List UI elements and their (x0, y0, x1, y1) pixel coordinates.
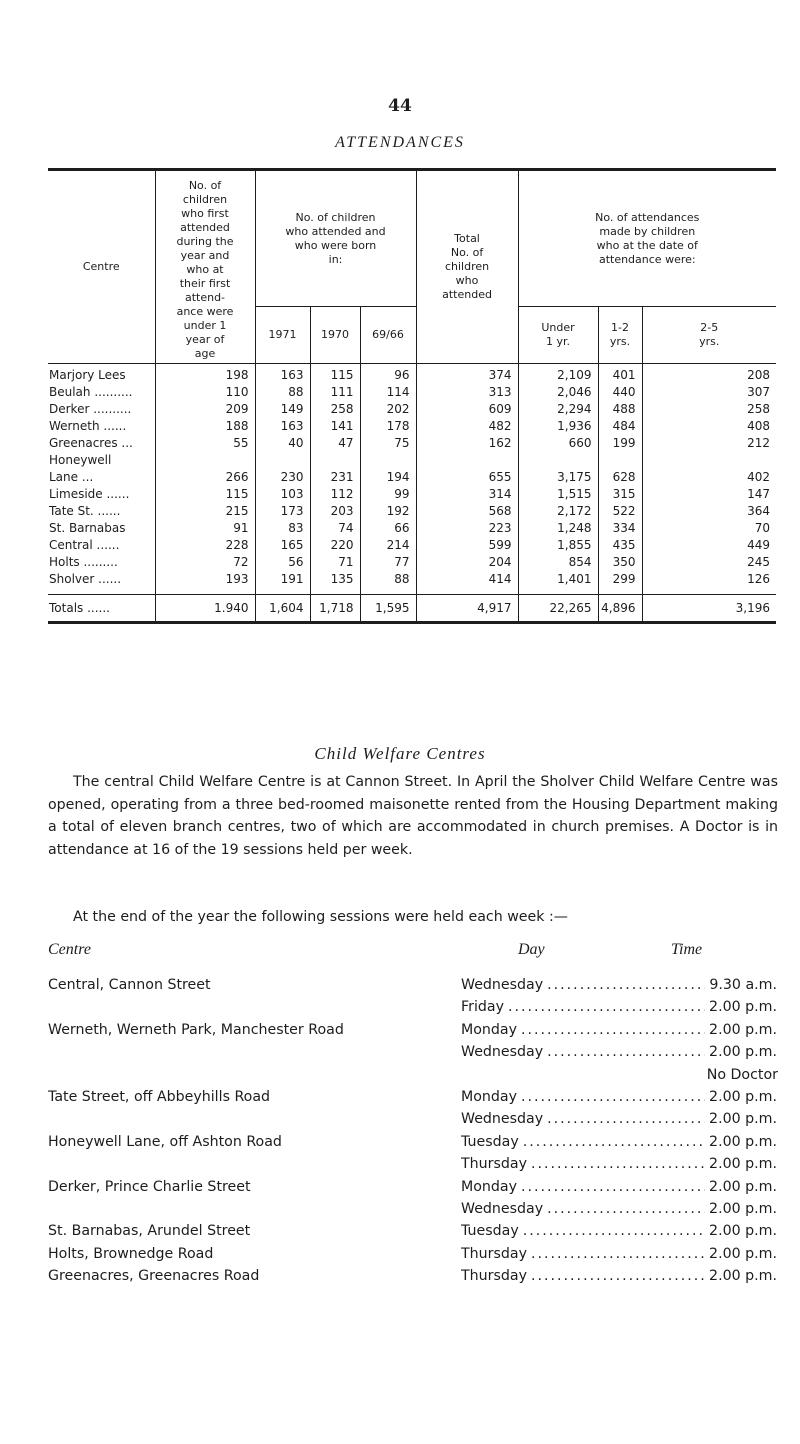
body-paragraph: The central Child Welfare Centre is at Cannon Street. In April the Sholver Child Welfare Centre was opened, operating from a three bed-roomed maisonette rented from the Housing Department making a total of eleven branch centres, two of which are accommodated in church premises. A Doctor is in attendance at 16 of the 19 sessions held per week. (48, 774, 778, 858)
cell-1970 (310, 452, 360, 469)
schedule-row (48, 1179, 778, 1201)
header-first-line: attended (180, 221, 230, 234)
leader-dots (531, 1246, 705, 1262)
header-total-line: No. of (450, 246, 484, 259)
schedule-day: Monday (461, 1021, 518, 1038)
schedule-time: 2.00 p.m. (709, 1021, 777, 1038)
cell-1970: 47 (310, 435, 360, 452)
schedule-row (48, 1044, 778, 1066)
cell-first-attended: 209 (155, 401, 255, 418)
cell-under-1yr: 3,175 (518, 469, 598, 486)
cell-1971: 149 (255, 401, 310, 418)
header-attended-born (255, 171, 416, 307)
cell-1-2yrs: 350 (598, 554, 642, 571)
cell-under-1yr: 1,401 (518, 571, 598, 595)
cell-2-5yrs: 364 (747, 504, 771, 518)
schedule-day-time (461, 1223, 777, 1239)
schedule-header-centre: Centre (48, 941, 91, 958)
schedule-day-time (461, 1022, 777, 1038)
header-first-line: No. of (188, 179, 222, 192)
header-attendances (518, 171, 776, 307)
schedule-day: Tuesday (461, 1223, 519, 1240)
cell-1971: 83 (255, 520, 310, 537)
table-row (48, 418, 776, 435)
schedule-note: No Doctor (706, 1066, 778, 1083)
cell-2-5yrs: 307 (747, 385, 771, 399)
cell-69-66: 202 (360, 401, 416, 418)
schedule-day: Friday (461, 999, 504, 1016)
cell-under-1yr: 854 (518, 554, 598, 571)
section-heading: Child Welfare Centres (314, 744, 486, 763)
cell-first-attended: 193 (155, 571, 255, 595)
cell-first-attended (155, 452, 255, 469)
totals-1-2yrs: 4,896 (598, 595, 642, 622)
cell-2-5yrs: 408 (747, 419, 771, 433)
cell-1971: 165 (255, 537, 310, 554)
schedule-day: Wednesday (461, 1044, 544, 1061)
cell-69-66: 77 (360, 554, 416, 571)
totals-2-5yrs: 3,196 (642, 595, 776, 622)
leader-dots (508, 999, 705, 1015)
page-title: ATTENDANCES (335, 134, 465, 151)
leader-dots (521, 1022, 705, 1038)
cell-1-2yrs: 334 (598, 520, 642, 537)
header-total-line: children (444, 260, 490, 273)
header-first-line: children (182, 193, 228, 206)
leader-dots (531, 1268, 705, 1284)
cell-1-2yrs: 440 (598, 384, 642, 401)
header-total-line: attended (442, 288, 492, 301)
cell-2-5yrs: 258 (747, 402, 771, 416)
schedule-centre: Holts, Brownedge Road (48, 1245, 214, 1262)
schedule-centre: Honeywell Lane, off Ashton Road (48, 1133, 282, 1150)
header-under-1yr-line1: Under (541, 321, 575, 334)
cell-first-attended: 110 (155, 384, 255, 401)
cell-total: 655 (416, 469, 518, 486)
schedule-time: 2.00 p.m. (709, 1245, 777, 1262)
cell-centre: Holts ......... (48, 554, 155, 571)
schedule-time: 2.00 p.m. (709, 999, 777, 1016)
schedule-header-day: Day (518, 941, 545, 958)
schedule-day-time (461, 1268, 777, 1284)
schedule-day-time (461, 1201, 777, 1217)
cell-1970: 115 (310, 364, 360, 385)
schedule-centre: Derker, Prince Charlie Street (48, 1178, 251, 1195)
header-attendances-line: No. of attendances (595, 210, 700, 224)
header-first-line: attend- (184, 291, 226, 304)
header-first-line: year of (185, 333, 225, 346)
schedule-centre: Tate Street, off Abbeyhills Road (48, 1088, 271, 1105)
cell-2-5yrs: 402 (747, 470, 771, 484)
header-first-line: under 1 (183, 319, 227, 332)
cell-1971: 103 (255, 486, 310, 503)
schedule-time: 2.00 p.m. (709, 1223, 777, 1240)
cell-1-2yrs: 488 (598, 401, 642, 418)
cell-2-5yrs: 208 (747, 368, 771, 382)
cell-first-attended: 266 (155, 469, 255, 486)
cell-centre: Werneth ...... (48, 418, 155, 435)
schedule-header (48, 941, 778, 963)
cell-1-2yrs: 199 (598, 435, 642, 452)
cell-total: 314 (416, 486, 518, 503)
header-1-2yrs (598, 307, 642, 364)
cell-centre: Marjory Lees (48, 364, 155, 385)
schedule-time: 2.00 p.m. (709, 1111, 777, 1128)
cell-first-attended: 198 (155, 364, 255, 385)
schedule-day: Monday (461, 1088, 518, 1105)
cell-total: 609 (416, 401, 518, 418)
cell-under-1yr: 1,936 (518, 418, 598, 435)
cell-first-attended: 115 (155, 486, 255, 503)
schedule-day-time (461, 1089, 777, 1105)
cell-2-5yrs: 212 (747, 436, 771, 450)
leader-dots (547, 977, 705, 993)
cell-centre: Lane ... (48, 469, 155, 486)
leader-dots (521, 1089, 705, 1105)
header-under-1yr-line2: 1 yr. (546, 335, 571, 348)
header-attendances-line: who at the date of (596, 238, 698, 252)
schedule-day-time (461, 999, 777, 1015)
cell-1-2yrs (598, 452, 642, 469)
totals-1970: 1,718 (310, 595, 360, 622)
schedule-day-time (461, 1044, 777, 1060)
cell-2-5yrs: 126 (747, 572, 771, 586)
cell-centre: St. Barnabas (48, 520, 155, 537)
cell-under-1yr (518, 452, 598, 469)
cell-centre: Honeywell (48, 452, 155, 469)
schedule-day-time (461, 1111, 777, 1127)
table-bottom-rule (48, 621, 776, 624)
cell-total: 374 (416, 364, 518, 385)
cell-2-5yrs (642, 452, 776, 469)
cell-69-66: 88 (360, 571, 416, 595)
table-row (48, 452, 776, 469)
cell-under-1yr: 660 (518, 435, 598, 452)
cell-total: 482 (416, 418, 518, 435)
schedule-day-time (461, 1179, 777, 1195)
cell-under-1yr: 1,515 (518, 486, 598, 503)
schedule-row (48, 1022, 778, 1044)
cell-1970: 74 (310, 520, 360, 537)
cell-centre: Limeside ...... (48, 486, 155, 503)
leader-dots (523, 1223, 705, 1239)
header-under-1yr (518, 307, 598, 364)
header-2-5yrs-line1: 2-5 (700, 321, 719, 334)
table-row (48, 435, 776, 452)
cell-69-66: 66 (360, 520, 416, 537)
cell-2-5yrs: 147 (747, 487, 771, 501)
leader-dots (547, 1044, 705, 1060)
cell-1971: 56 (255, 554, 310, 571)
cell-first-attended: 72 (155, 554, 255, 571)
schedule-row (48, 1134, 778, 1156)
schedule-list (48, 977, 778, 1290)
schedule-row (48, 1067, 778, 1089)
table-row (48, 520, 776, 537)
cell-1970: 141 (310, 418, 360, 435)
cell-1-2yrs: 435 (598, 537, 642, 554)
cell-69-66: 178 (360, 418, 416, 435)
header-first-line: age (194, 347, 216, 360)
cell-69-66: 96 (360, 364, 416, 385)
cell-1970: 71 (310, 554, 360, 571)
table-row (48, 571, 776, 595)
schedule-row (48, 1089, 778, 1111)
cell-1970: 135 (310, 571, 360, 595)
totals-under-1yr: 22,265 (518, 595, 598, 622)
cell-69-66: 214 (360, 537, 416, 554)
cell-centre: Derker .......... (48, 401, 155, 418)
totals-first: 1.940 (155, 595, 255, 622)
cell-1970: 258 (310, 401, 360, 418)
header-first-line: ance were (176, 305, 234, 318)
schedule-day: Tuesday (461, 1133, 519, 1150)
totals-1971: 1,604 (255, 595, 310, 622)
cell-total (416, 452, 518, 469)
cell-first-attended: 55 (155, 435, 255, 452)
leader-dots (531, 1156, 705, 1172)
schedule-day-time (461, 977, 777, 993)
cell-1-2yrs: 401 (598, 364, 642, 385)
attendances-table (48, 171, 776, 621)
header-first-attended (155, 171, 255, 364)
cell-under-1yr: 2,046 (518, 384, 598, 401)
cell-2-5yrs: 245 (747, 555, 771, 569)
leader-dots (521, 1179, 705, 1195)
table-row (48, 503, 776, 520)
schedule-time: 2.00 p.m. (709, 1044, 777, 1061)
leader-dots (523, 1134, 705, 1150)
header-attendances-line: made by children (599, 224, 696, 238)
schedule-row (48, 1111, 778, 1133)
cell-1-2yrs: 522 (598, 503, 642, 520)
schedule-row (48, 1246, 778, 1268)
cell-69-66: 114 (360, 384, 416, 401)
cell-1971: 163 (255, 418, 310, 435)
cell-under-1yr: 1,855 (518, 537, 598, 554)
cell-1970: 220 (310, 537, 360, 554)
schedule-day: Wednesday (461, 1111, 544, 1128)
header-born-line: No. of children (295, 210, 376, 224)
header-first-line: during the (176, 235, 234, 248)
header-born-line: who were born (294, 238, 377, 252)
schedule-row (48, 1268, 778, 1290)
leader-dots (547, 1201, 705, 1217)
cell-under-1yr: 2,109 (518, 364, 598, 385)
cell-first-attended: 91 (155, 520, 255, 537)
table-body (48, 364, 776, 595)
cell-total: 204 (416, 554, 518, 571)
header-first-line: year and (180, 249, 230, 262)
schedule-row (48, 977, 778, 999)
cell-69-66 (360, 452, 416, 469)
schedule-time: 9.30 a.m. (709, 977, 777, 993)
schedule-row (48, 1223, 778, 1245)
schedule-time: 2.00 p.m. (709, 1133, 777, 1150)
schedule-centre: Werneth, Werneth Park, Manchester Road (48, 1021, 344, 1038)
cell-total: 414 (416, 571, 518, 595)
header-total-line: who (455, 274, 479, 287)
cell-centre: Sholver ...... (48, 571, 155, 595)
cell-69-66: 99 (360, 486, 416, 503)
cell-1971 (255, 452, 310, 469)
cell-centre: Central ...... (48, 537, 155, 554)
cell-centre: Greenacres ... (48, 435, 155, 452)
table-row (48, 384, 776, 401)
cell-1971: 191 (255, 571, 310, 595)
table-row (48, 364, 776, 385)
cell-first-attended: 228 (155, 537, 255, 554)
cell-1971: 40 (255, 435, 310, 452)
cell-1971: 173 (255, 503, 310, 520)
header-first-line: who first (181, 207, 229, 220)
header-centre: Centre (48, 171, 155, 364)
schedule-time: 2.00 p.m. (709, 1156, 777, 1173)
schedule-day: Wednesday (461, 977, 544, 993)
cell-under-1yr: 1,248 (518, 520, 598, 537)
totals-total: 4,917 (416, 595, 518, 622)
cell-69-66: 192 (360, 503, 416, 520)
cell-1971: 88 (255, 384, 310, 401)
cell-centre: Tate St. ...... (48, 503, 155, 520)
header-total-line: Total (454, 232, 480, 245)
schedule-centre: St. Barnabas, Arundel Street (48, 1223, 251, 1240)
totals-row (48, 595, 776, 622)
cell-1971: 163 (255, 364, 310, 385)
schedule-day-time (461, 1134, 777, 1150)
cell-1970: 231 (310, 469, 360, 486)
cell-first-attended: 188 (155, 418, 255, 435)
schedule-day-time (461, 1246, 777, 1262)
attendances-table-wrap (48, 168, 776, 624)
header-first-line: who at (186, 263, 224, 276)
schedule-day: Wednesday (461, 1200, 544, 1217)
cell-centre: Beulah .......... (48, 384, 155, 401)
header-first-line: their first (179, 277, 231, 290)
cell-total: 568 (416, 503, 518, 520)
schedule-day: Monday (461, 1178, 518, 1195)
page-number: 44 (388, 96, 412, 116)
schedule-time: 2.00 p.m. (709, 1268, 777, 1285)
schedule-day: Thursday (461, 1245, 527, 1262)
cell-total: 313 (416, 384, 518, 401)
cell-1-2yrs: 628 (598, 469, 642, 486)
header-year-1971: 1971 (255, 307, 310, 364)
table-row (48, 401, 776, 418)
schedule-day: Thursday (461, 1268, 527, 1285)
cell-total: 599 (416, 537, 518, 554)
header-1-2yrs-line1: 1-2 (611, 321, 630, 334)
schedule-time: 2.00 p.m. (709, 1178, 777, 1195)
leader-dots (547, 1111, 705, 1127)
cell-total: 162 (416, 435, 518, 452)
cell-under-1yr: 2,294 (518, 401, 598, 418)
schedule-intro: At the end of the year the following sessions were held each week :— (73, 909, 568, 925)
cell-1970: 203 (310, 503, 360, 520)
schedule-centre: Central, Cannon Street (48, 977, 211, 993)
cell-1970: 112 (310, 486, 360, 503)
header-2-5yrs (642, 307, 776, 364)
schedule-row (48, 1201, 778, 1223)
table-row (48, 486, 776, 503)
cell-total: 223 (416, 520, 518, 537)
cell-1971: 230 (255, 469, 310, 486)
schedule-time: 2.00 p.m. (709, 1200, 777, 1217)
cell-1-2yrs: 484 (598, 418, 642, 435)
totals-69-66: 1,595 (360, 595, 416, 622)
header-attendances-line: attendance were: (598, 252, 696, 266)
totals-label: Totals ...... (48, 595, 155, 622)
header-born-line: in: (328, 252, 343, 266)
schedule-day: Thursday (461, 1156, 527, 1173)
table-row (48, 469, 776, 486)
header-year-69-66: 69/66 (360, 307, 416, 364)
schedule-row (48, 999, 778, 1021)
cell-first-attended: 215 (155, 503, 255, 520)
cell-1970: 111 (310, 384, 360, 401)
header-2-5yrs-line2: yrs. (699, 335, 720, 348)
schedule-centre: Greenacres, Greenacres Road (48, 1268, 260, 1285)
schedule-row (48, 1156, 778, 1178)
cell-1-2yrs: 315 (598, 486, 642, 503)
schedule-day-time (461, 1156, 777, 1172)
schedule-header-time: Time (671, 941, 703, 958)
cell-2-5yrs: 449 (747, 538, 771, 552)
cell-69-66: 75 (360, 435, 416, 452)
header-1-2yrs-line2: yrs. (609, 335, 631, 348)
table-row (48, 537, 776, 554)
cell-69-66: 194 (360, 469, 416, 486)
header-born-line: who attended and (285, 224, 386, 238)
cell-under-1yr: 2,172 (518, 503, 598, 520)
cell-1-2yrs: 299 (598, 571, 642, 595)
schedule-time: 2.00 p.m. (709, 1088, 777, 1105)
header-year-1970: 1970 (310, 307, 360, 364)
cell-2-5yrs: 70 (754, 521, 771, 535)
table-row (48, 554, 776, 571)
header-total (416, 171, 518, 364)
